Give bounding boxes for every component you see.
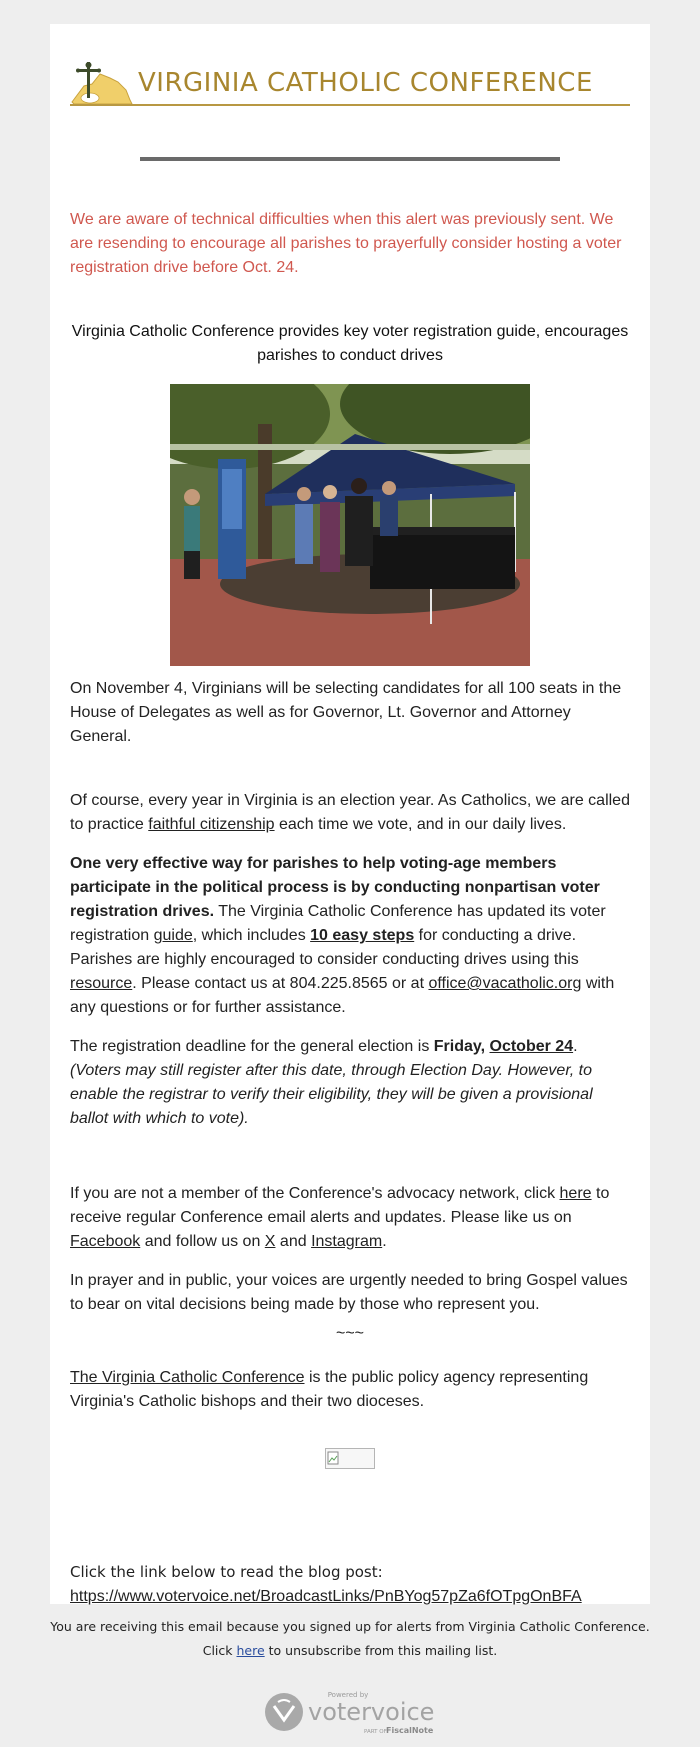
section-separator: ~~~ bbox=[335, 1325, 365, 1342]
text: Click bbox=[202, 1643, 237, 1658]
text: Of course, every year in Virginia is an election year. As Catholics, we are called to practice bbox=[70, 792, 630, 833]
conference-logo[interactable] bbox=[70, 60, 630, 126]
conference-link[interactable]: The Virginia Catholic Conference bbox=[70, 1369, 305, 1386]
footer-unsubscribe bbox=[0, 1643, 700, 1658]
text: The Virginia Catholic Conference has updated its voter registration bbox=[70, 903, 606, 944]
article-headline: Virginia Catholic Conference provides key voter registration guide, encourages parishes to conduct drives bbox=[71, 323, 629, 364]
text: , which includes bbox=[192, 927, 311, 944]
emphasis-text: One very effective way for parishes to help voting-age members participate in the political process is by conducting nonpartisan voter registration drives. bbox=[70, 855, 600, 920]
powered-by-text: Powered by bbox=[327, 1691, 369, 1699]
body-paragraph-1: On November 4, Virginians will be selecting candidates for all 100 seats in the House of Delegates as well as for Governor, Lt. Governor and Attorney General. bbox=[70, 680, 622, 745]
body-paragraph-4 bbox=[70, 1035, 635, 1131]
faithful-citizenship-link[interactable]: faithful citizenship bbox=[148, 816, 275, 833]
text: and follow us on bbox=[140, 1233, 265, 1250]
text: If you are not a member of the Conference's advocacy network, click bbox=[70, 1185, 560, 1202]
footer-notice: You are receiving this email because you signed up for alerts from Virginia Catholic Conference. bbox=[50, 1619, 650, 1634]
broken-image-icon bbox=[326, 1449, 374, 1468]
text: The registration deadline for the general election is bbox=[70, 1038, 434, 1055]
fiscalnote-text: FiscalNote bbox=[386, 1726, 434, 1735]
deadline-day: Friday, bbox=[433, 1038, 490, 1055]
resource-link[interactable]: resource bbox=[70, 975, 133, 992]
instagram-link[interactable]: Instagram bbox=[311, 1233, 383, 1250]
registration-drive-photo bbox=[170, 384, 530, 666]
logo-text: VIRGINIA CATHOLIC CONFERENCE bbox=[138, 68, 593, 98]
text: each time we vote, and in our daily lives. bbox=[274, 816, 567, 833]
facebook-link[interactable]: Facebook bbox=[70, 1233, 141, 1250]
unsubscribe-link[interactable]: here bbox=[236, 1643, 265, 1658]
text: is the public policy agency representing Virginia's Catholic bishops and their two dioceses. bbox=[70, 1369, 589, 1410]
email-link[interactable]: office@vacatholic.org bbox=[428, 975, 582, 992]
body-paragraph-7 bbox=[70, 1366, 635, 1414]
blog-link-section bbox=[70, 1560, 640, 1609]
blog-post-link[interactable]: https://www.votervoice.net/BroadcastLinks/PnBYog57pZa6fOTpgOnBFA bbox=[70, 1588, 582, 1605]
virginia-map-cross-icon bbox=[70, 60, 136, 110]
text: and bbox=[275, 1233, 312, 1250]
header-divider bbox=[140, 157, 560, 161]
text: to receive regular Conference email alerts and updates. Please like us on bbox=[70, 1185, 610, 1226]
text: with any questions or for further assistance. bbox=[70, 975, 615, 1016]
votervoice-wordmark: votervoice bbox=[308, 1698, 435, 1726]
logo-underline bbox=[70, 104, 630, 106]
resend-notice: We are aware of technical difficulties when this alert was previously sent. We are resending to encourage all parishes to prayerfully consider hosting a voter registration drive before Oct. 24. bbox=[70, 211, 622, 276]
text: . Please contact us at 804.225.8565 or at bbox=[132, 975, 429, 992]
broken-image-placeholder bbox=[325, 1448, 375, 1469]
part-of-text: PART OF bbox=[364, 1729, 387, 1735]
votervoice-logo[interactable] bbox=[264, 1688, 444, 1738]
x-link[interactable]: X bbox=[264, 1233, 276, 1250]
text: to unsubscribe from this mailing list. bbox=[264, 1643, 498, 1658]
votervoice-mark-icon bbox=[265, 1693, 303, 1731]
body-paragraph-2 bbox=[70, 789, 635, 837]
text: . bbox=[573, 1038, 578, 1055]
text: . bbox=[382, 1233, 387, 1250]
body-paragraph-5 bbox=[70, 1182, 635, 1254]
email-card bbox=[50, 24, 650, 1604]
text: for conducting a drive. Parishes are highly encouraged to consider conducting drives using this bbox=[70, 927, 579, 968]
body-paragraph-6: In prayer and in public, your voices are urgently needed to bring Gospel values to bear on vital decisions being made by those who represent you. bbox=[70, 1272, 628, 1313]
body-paragraph-3 bbox=[70, 852, 635, 1020]
blog-label: Click the link below to read the blog post: bbox=[70, 1563, 383, 1581]
guide-link[interactable]: guide bbox=[153, 927, 193, 944]
easy-steps-link[interactable]: 10 easy steps bbox=[310, 927, 415, 944]
provisional-ballot-note: (Voters may still register after this date, through Election Day. However, to enable the registrar to verify their eligibility, they will be given a provisional ballot with which to vote). bbox=[70, 1062, 593, 1127]
advocacy-signup-link[interactable]: here bbox=[559, 1185, 592, 1202]
deadline-date-link[interactable]: October 24 bbox=[489, 1038, 574, 1055]
